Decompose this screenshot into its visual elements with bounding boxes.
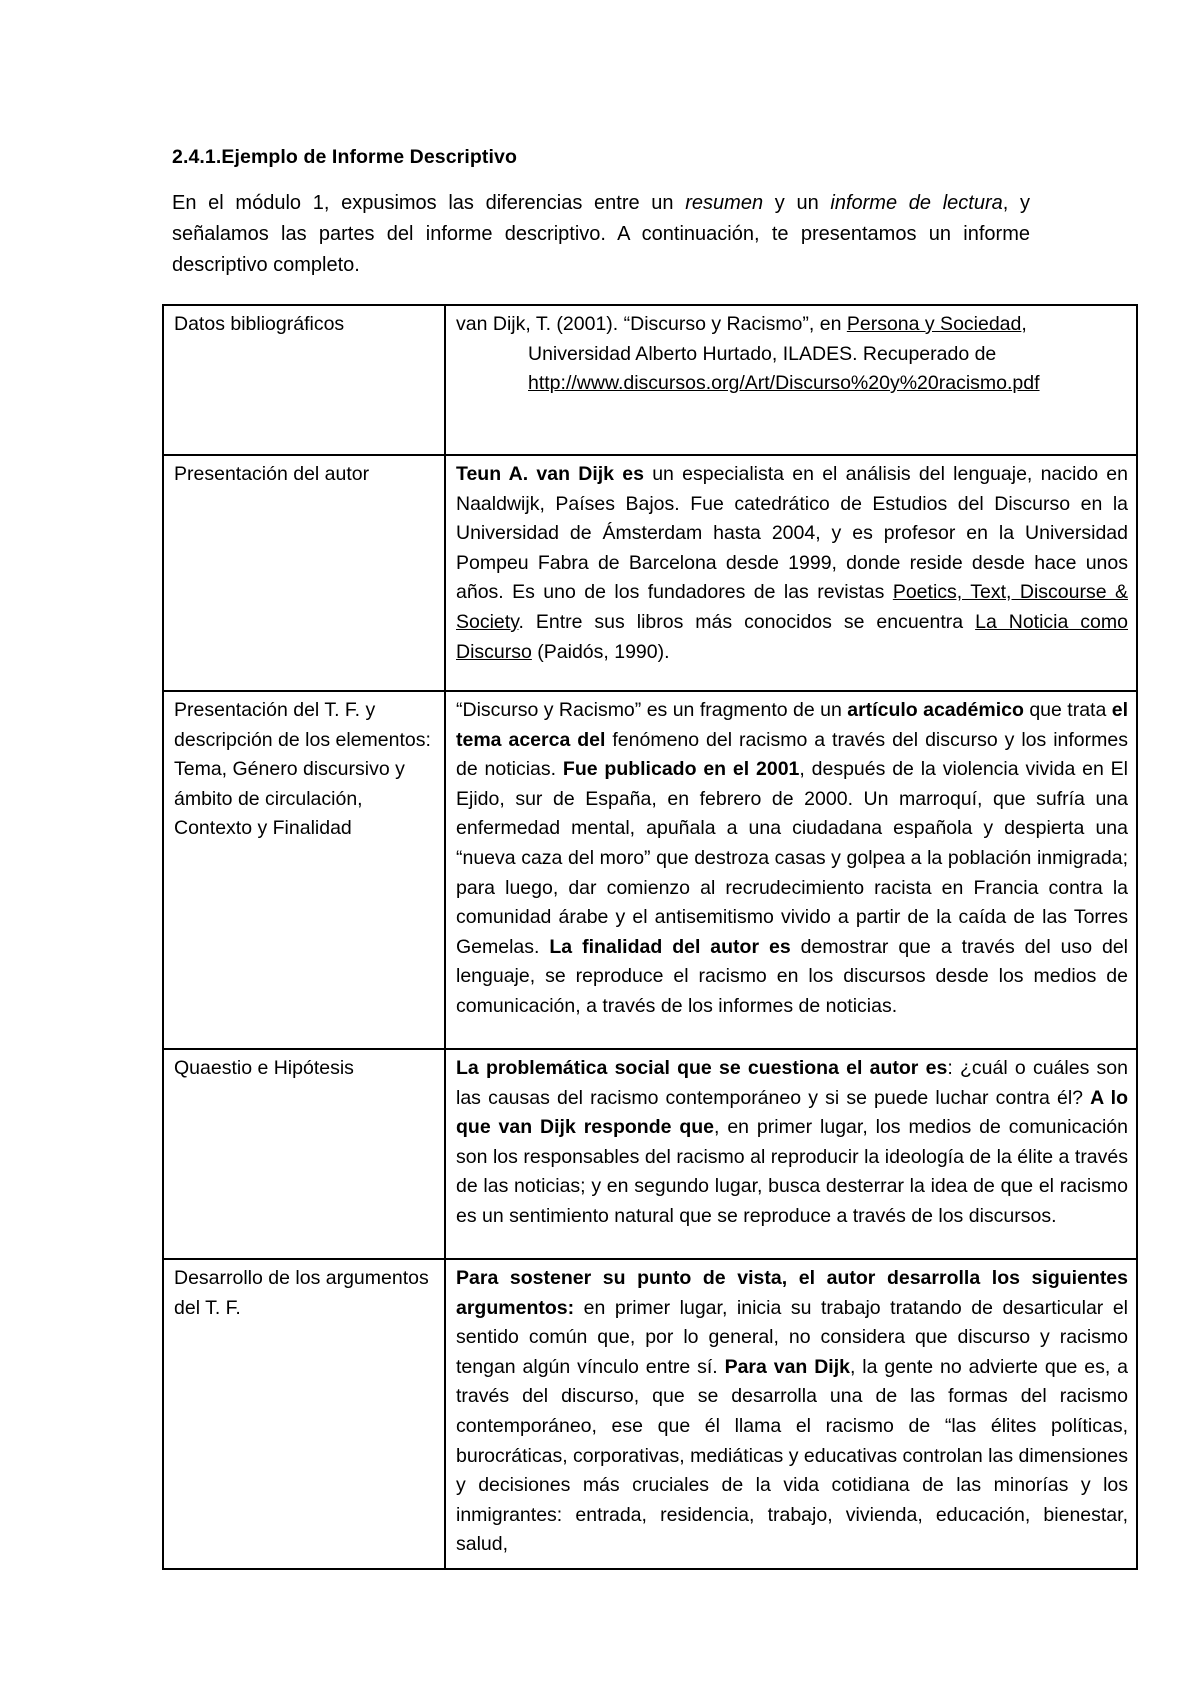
bold-text: La finalidad del autor es	[549, 935, 791, 958]
row-content	[445, 455, 1137, 691]
intro-emphasis-informe: informe de lectura	[830, 192, 1003, 214]
body-text: “Discurso y Racismo” es un fragmento de un	[456, 699, 848, 721]
body-text: (Paidós, 1990).	[531, 640, 670, 663]
citation-text: van Dijk, T. (2001). “Discurso y Racismo”, en	[456, 313, 847, 335]
row-label: Datos bibliográficos	[163, 305, 445, 455]
row-label: Presentación del T. F. y descripción de los elementos: Tema, Género discursivo y ámbito de circulación, Contexto y Finalidad	[163, 691, 445, 1049]
bold-text: Teun A. van Dijk es	[456, 463, 644, 485]
body-text: : ¿cuál o cuáles son las causas del racismo contemporáneo y si se puede luchar contra él?	[456, 1057, 1128, 1109]
bold-text: Para van Dijk	[724, 1355, 850, 1378]
journal-link[interactable]: Persona y Sociedad	[846, 313, 1022, 335]
intro-text-1: En el módulo 1, expusimos las diferencias entre un	[172, 192, 686, 214]
intro-emphasis-resumen: resumen	[685, 192, 764, 214]
bold-text: Para sostener su punto de vista, el autor desarrolla los siguientes argumentos:	[456, 1267, 1128, 1319]
section-heading: 2.4.1.Ejemplo de Informe Descriptivo	[172, 146, 517, 168]
bold-text: A lo que van Dijk responde que	[456, 1086, 1128, 1139]
row-label: Desarrollo de los argumentos del T. F.	[163, 1259, 445, 1569]
underlined-book-title: La Noticia como Discurso	[456, 610, 1128, 663]
intro-paragraph	[172, 188, 1030, 281]
row-content	[445, 1049, 1137, 1259]
citation-url-link[interactable]: http://www.discursos.org/Art/Discurso%20y%20racismo.pdf	[528, 372, 1040, 395]
body-text: fenómeno del racismo a través del discurso y los informes de noticias.	[456, 728, 1128, 781]
row-content	[445, 1259, 1137, 1569]
body-text: en primer lugar, inicia su trabajo tratando de desarticular el sentido común que, por lo general, no considera que discurso y racismo tengan algún vínculo entre sí.	[456, 1296, 1128, 1378]
body-text: , la gente no advierte que es, a través del discurso, que se desarrolla una de las formas del racismo contemporáneo, ese que él llama el racismo de “las élites políticas, burocráticas, corporativas, mediáticas y educativas controlan las dimensiones y decisiones más cruciales de la vida cotidiana de las minorías y los inmigrantes: entrada, residencia, trabajo, vivienda, educación, bienestar, salud,	[456, 1355, 1129, 1556]
bold-text: artículo académico	[847, 699, 1024, 721]
bold-text: Fue publicado en el 2001	[562, 758, 800, 781]
row-label: Presentación del autor	[163, 455, 445, 691]
table-row-datos-bibliograficos	[163, 305, 1137, 455]
row-label: Quaestio e Hipótesis	[163, 1049, 445, 1259]
row-content	[445, 305, 1137, 455]
citation-publisher: Universidad Alberto Hurtado, ILADES. Recuperado de	[528, 342, 997, 365]
underlined-journals: Poetics, Text, Discourse & Society	[456, 581, 1128, 633]
table-row-desarrollo	[163, 1259, 1137, 1569]
intro-text-3: , y señalamos las partes del informe descriptivo. A continuación, te presentamos un informe descriptivo completo.	[172, 192, 1030, 276]
body-text: , en primer lugar, los medios de comunicación son los responsables del racismo al reproducir la ideología de la élite a través de las noticias; y en segundo lugar, busca desterrar la idea de que el racismo es un sentimiento natural que se reproduce a través de los discursos.	[456, 1116, 1128, 1227]
bold-text: La problemática social que se cuestiona el autor es	[456, 1057, 948, 1079]
body-text: que trata	[1023, 699, 1112, 721]
bold-text: el tema acerca del	[456, 699, 1128, 751]
table-row-presentacion-tf	[163, 691, 1137, 1049]
body-text: un especialista en el análisis del lenguaje, nacido en Naaldwijk, Países Bajos. Fue catedrático de Estudios del Discurso en la Universidad de Ámsterdam hasta 2004, y es profesor en la Universidad Pompeu Fabra de Barcelona desde 1999, donde reside desde hace unos años. Es uno de los fundadores de las revistas	[456, 463, 1128, 604]
report-table	[162, 304, 1138, 1570]
body-text: , después de la violencia vivida en El Ejido, sur de España, en febrero de 2000. Un marroquí, que sufría una enfermedad mental, apuñala a una ciudadana española y despierta una “nueva caza del moro” que destroza casas y golpea a la población inmigrada; para luego, dar comienzo al recrudecimiento racista en Francia contra la comunidad árabe y el antisemitismo vivido a partir de la caída de las Torres Gemelas.	[456, 758, 1128, 958]
body-text: . Entre sus libros más conocidos se encuentra	[518, 610, 976, 633]
body-text: demostrar que a través del uso del lenguaje, se reproduce el racismo en los discursos desde los medios de comunicación, a través de los informes de noticias.	[456, 935, 1128, 1017]
table-row-quaestio	[163, 1049, 1137, 1259]
table-row-presentacion-autor	[163, 455, 1137, 691]
citation-comma: ,	[1021, 313, 1027, 335]
intro-text-2: y un	[763, 192, 831, 214]
row-content	[445, 691, 1137, 1049]
